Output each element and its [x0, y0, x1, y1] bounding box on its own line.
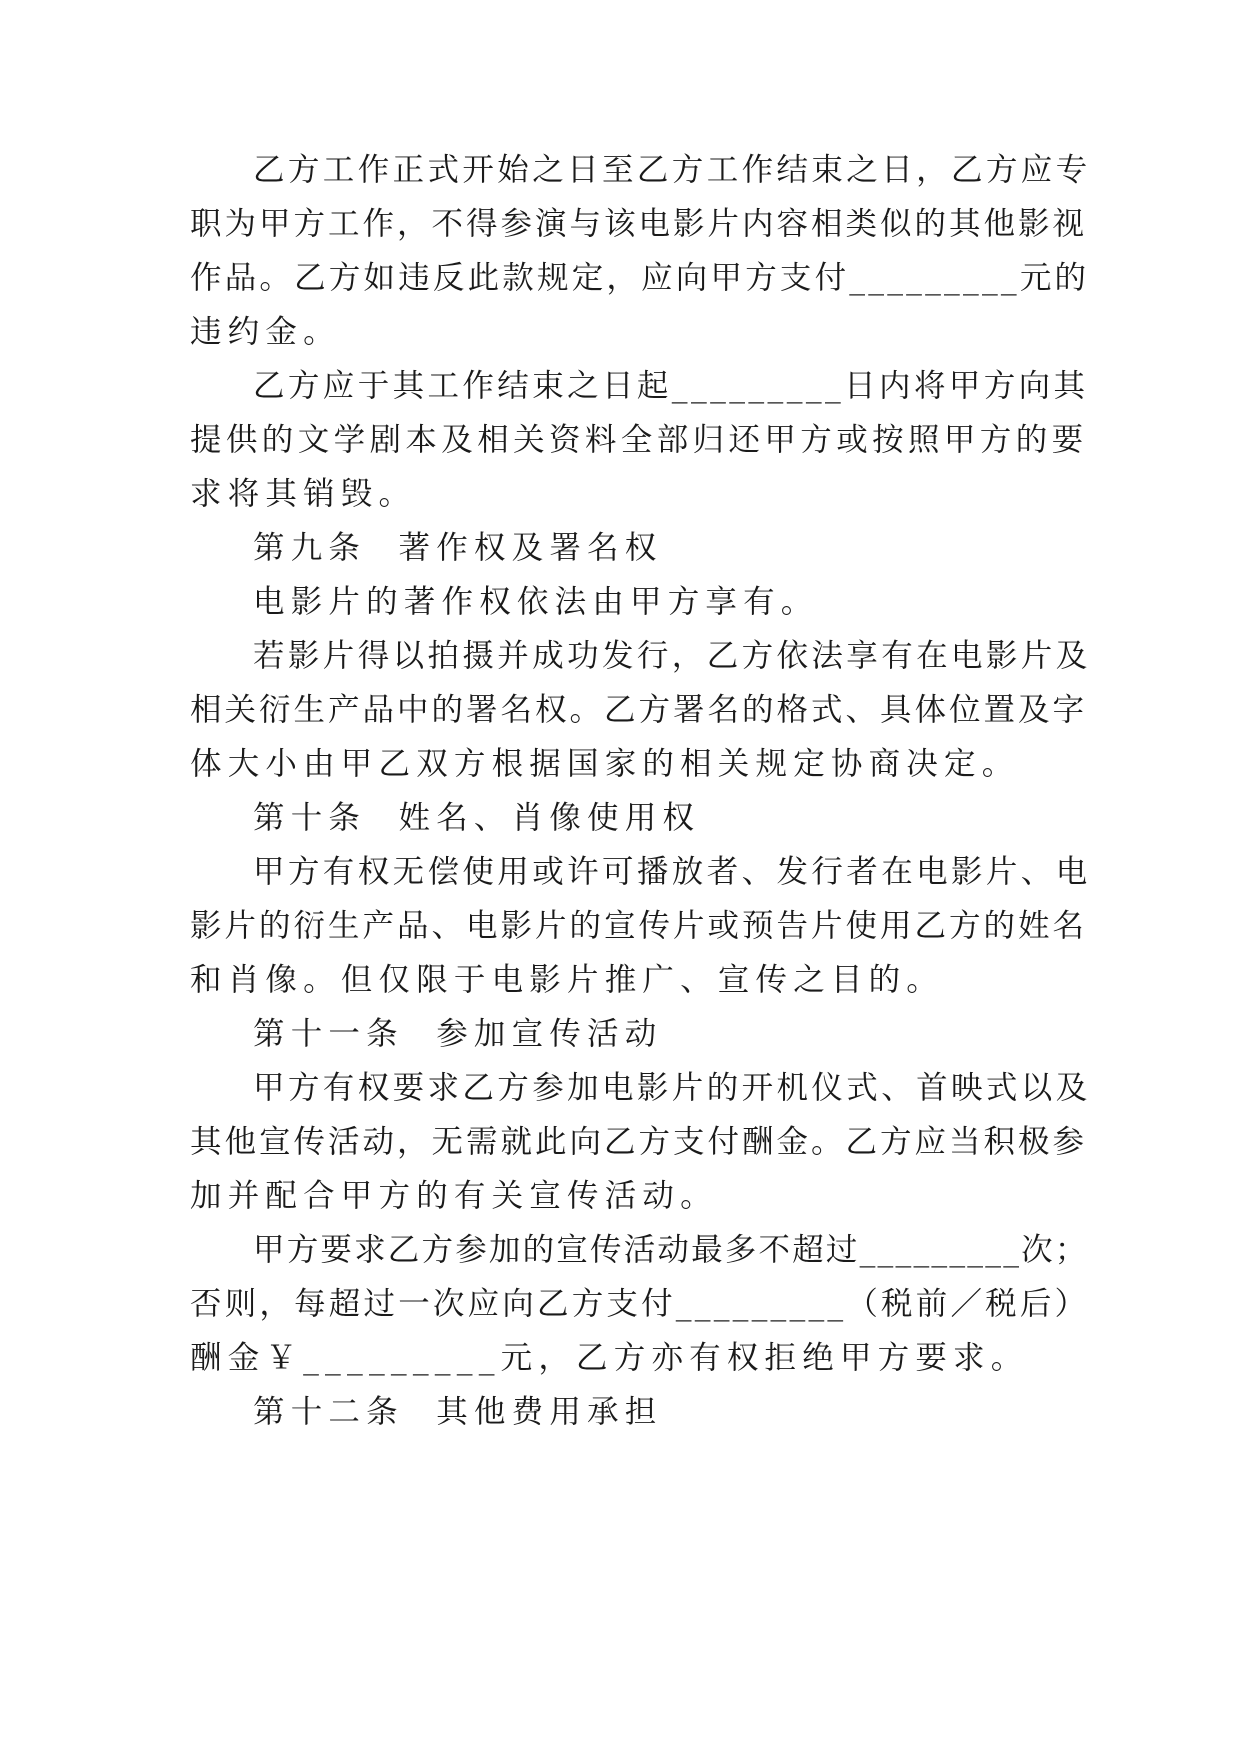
- article-heading: 第十二条 其他费用承担: [253, 1394, 663, 1430]
- paragraph-line: 甲方要求乙方参加的宣传活动最多不超过_________次；: [253, 1232, 1089, 1268]
- paragraph-line: 影片的衍生产品、电影片的宣传片或预告片使用乙方的姓名: [190, 908, 1088, 944]
- paragraph-line: 电影片的著作权依法由甲方享有。: [253, 584, 819, 620]
- paragraph-line: 其他宣传活动，无需就此向乙方支付酬金。乙方应当积极参: [190, 1124, 1088, 1160]
- paragraph-line: 职为甲方工作，不得参演与该电影片内容相类似的其他影视: [190, 206, 1088, 242]
- paragraph-line: 求将其销毁。: [190, 476, 417, 512]
- paragraph-line: 甲方有权要求乙方参加电影片的开机仪式、首映式以及: [253, 1070, 1091, 1106]
- paragraph-line: 违约金。: [190, 314, 341, 350]
- paragraph-line: 乙方应于其工作结束之日起_________日内将甲方向其: [253, 368, 1089, 404]
- paragraph-line: 酬金￥_________元，乙方亦有权拒绝甲方要求。: [190, 1340, 1029, 1376]
- article-heading: 第十一条 参加宣传活动: [253, 1016, 663, 1052]
- paragraph-line: 乙方工作正式开始之日至乙方工作结束之日，乙方应专: [253, 152, 1091, 188]
- article-heading: 第九条 著作权及署名权: [253, 530, 663, 566]
- paragraph-line: 体大小由甲乙双方根据国家的相关规定协商决定。: [190, 746, 1020, 782]
- paragraph-line: 相关衍生产品中的署名权。乙方署名的格式、具体位置及字: [190, 692, 1088, 728]
- paragraph-line: 作品。乙方如违反此款规定，应向甲方支付_________元的: [190, 260, 1090, 296]
- paragraph-line: 否则，每超过一次应向乙方支付_________（税前／税后）: [190, 1286, 1090, 1322]
- paragraph-line: 和肖像。但仅限于电影片推广、宣传之目的。: [190, 962, 945, 998]
- paragraph-line: 加并配合甲方的有关宣传活动。: [190, 1178, 718, 1214]
- paragraph-line: 若影片得以拍摄并成功发行，乙方依法享有在电影片及: [253, 638, 1091, 674]
- paragraph-line: 甲方有权无偿使用或许可播放者、发行者在电影片、电: [253, 854, 1091, 890]
- article-heading: 第十条 姓名、肖像使用权: [253, 800, 701, 836]
- paragraph-line: 提供的文学剧本及相关资料全部归还甲方或按照甲方的要: [190, 422, 1088, 458]
